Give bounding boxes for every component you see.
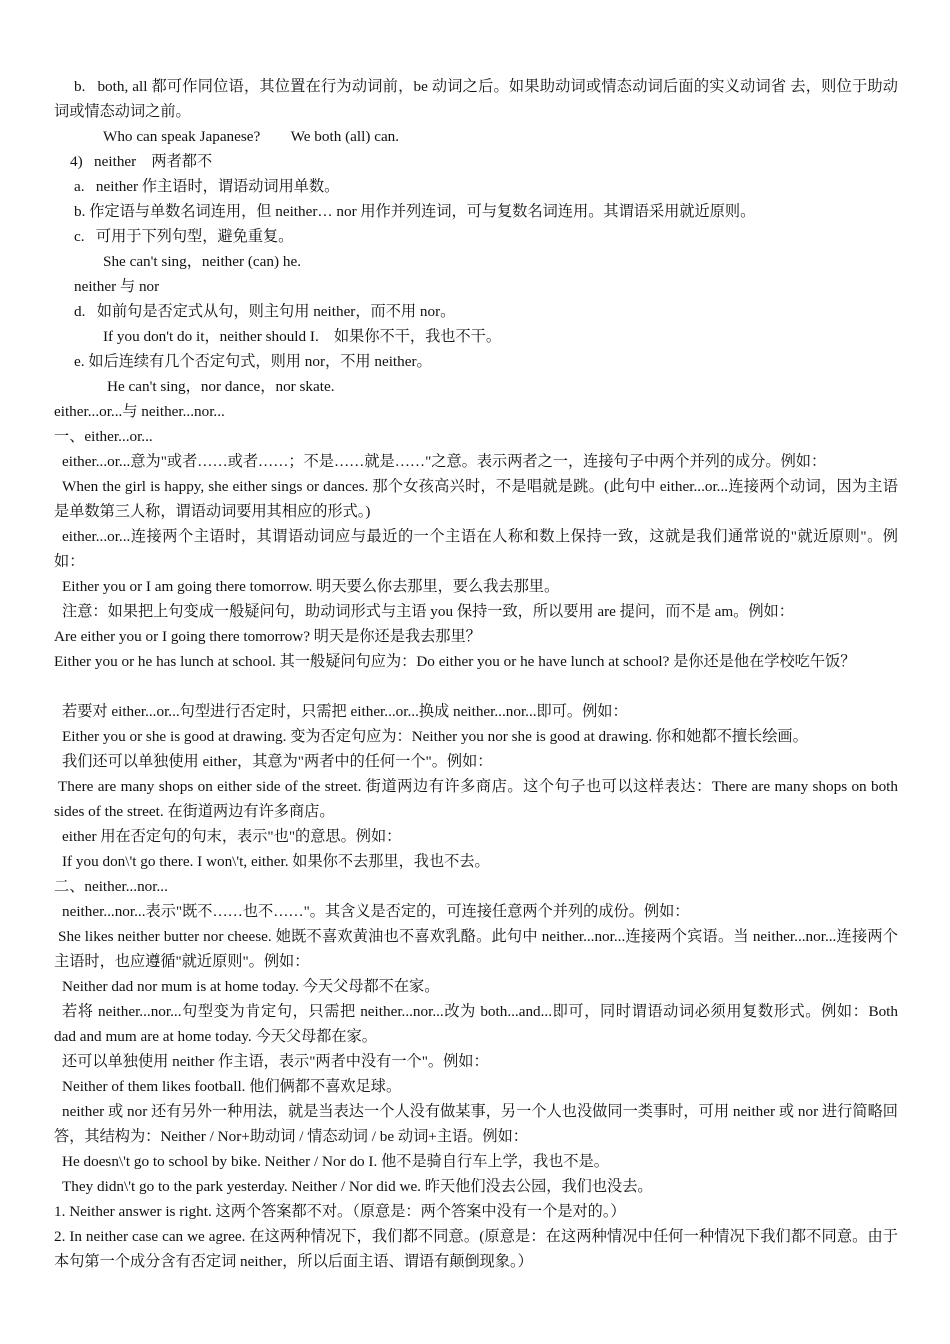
text-line: Either you or he has lunch at school. 其一般疑问句应为：Do either you or he have lunch at school? 是你还是他在学校吃午饭？: [54, 653, 856, 670]
text-line: neither 与 nor: [74, 278, 160, 295]
text-line: 4) neither 两者都不: [70, 153, 213, 170]
text-line: They didn\'t go to the park yesterday. Neither / Nor did we. 昨天他们没去公园，我们也没去。: [62, 1178, 653, 1195]
text-line: Either you or she is good at drawing. 变为否定句应为：Neither you nor she is good at drawing. 你和她都不擅长绘画。: [62, 728, 808, 745]
text-line: neither 或 nor 还有另外一种用法，就是当表达一个人没有做某事，另一个人也没做同一类事时，可用 neither 或 nor 进行简略回答，其结构为：Neither / Nor+助动词 / 情态动词 / be 动词+主语。例如：: [54, 1103, 898, 1145]
text-line: 我们还可以单独使用 either，其意为"两者中的任何一个"。例如：: [62, 753, 493, 770]
text-line: 若要对 either...or...句型进行否定时，只需把 either...or...换成 neither...nor...即可。例如：: [62, 703, 628, 720]
text-line: If you don\'t go there. I won\'t, either. 如果你不去那里，我也不去。: [62, 853, 490, 870]
text-line: If you don't do it，neither should I. 如果你不干，我也不干。: [103, 328, 502, 345]
text-line: Neither dad nor mum is at home today. 今天父母都不在家。: [62, 978, 440, 995]
text-line: c. 可用于下列句型，避免重复。: [74, 228, 294, 245]
text-line: Are either you or I going there tomorrow? 明天是你还是我去那里？: [54, 628, 481, 645]
text-line: Who can speak Japanese? We both (all) can.: [103, 128, 400, 145]
text-line: d. 如前句是否定式从句，则主句用 neither，而不用 nor。: [74, 303, 456, 320]
section-heading: either...or...与 neither...nor...: [54, 403, 225, 420]
text-line: 1. Neither answer is right. 这两个答案都不对。（原意是：两个答案中没有一个是对的。）: [54, 1203, 626, 1220]
text-line: There are many shops on either side of the street. 街道两边有许多商店。这个句子也可以这样表达：There are many shops on both sides of the street. 在街道两边有许多商店。: [54, 778, 898, 820]
text-line: either...or...连接两个主语时，其谓语动词应与最近的一个主语在人称和数上保持一致，这就是我们通常说的"就近原则"。例如：: [54, 528, 898, 570]
text-line: When the girl is happy, she either sings or dances. 那个女孩高兴时，不是唱就是跳。(此句中 either...or...连接两个动词，因为主语是单数第三人称，谓语动词要用其相应的形式。): [54, 478, 898, 520]
text-line: She likes neither butter nor cheese. 她既不喜欢黄油也不喜欢乳酪。此句中 neither...nor...连接两个宾语。当 neither...nor...连接两个主语时，也应遵循"就近原则"。例如：: [54, 928, 898, 970]
text-line: 还可以单独使用 neither 作主语，表示"两者中没有一个"。例如：: [62, 1053, 489, 1070]
text-line: either...or...意为"或者……或者……；不是……就是……"之意。表示两者之一，连接句子中两个并列的成分。例如：: [62, 453, 827, 470]
text-line: Neither of them likes football. 他们俩都不喜欢足球。: [62, 1078, 402, 1095]
text-line: 注意：如果把上句变成一般疑问句，助动词形式与主语 you 保持一致，所以要用 are 提问，而不是 am。例如：: [62, 603, 794, 620]
text-line: neither...nor...表示"既不……也不……"。其含义是否定的，可连接任意两个并列的成份。例如：: [62, 903, 690, 920]
text-line: He doesn\'t go to school by bike. Neither / Nor do I. 他不是骑自行车上学，我也不是。: [62, 1153, 609, 1170]
text-line: Either you or I am going there tomorrow. 明天要么你去那里，要么我去那里。: [62, 578, 560, 595]
text-line: 2. In neither case can we agree. 在这两种情况下，我们都不同意。(原意是：在这两种情况中任何一种情况下我们都不同意。由于本句第一个成分含有否定词 neither，所以后面主语、谓语有颠倒现象。）: [54, 1228, 898, 1270]
text-line: She can't sing，neither (can) he.: [103, 253, 301, 270]
text-line: a. neither 作主语时，谓语动词用单数。: [74, 178, 340, 195]
text-line: b. both, all 都可作同位语，其位置在行为动词前，be 动词之后。如果助动词或情态动词后面的实义动词省 去，则位于助动词或情态动词之前。: [54, 78, 898, 120]
text-line: He can't sing，nor dance，nor skate.: [107, 378, 335, 395]
section-heading: 一、either...or...: [54, 428, 153, 445]
section-heading: 二、neither...nor...: [54, 878, 168, 895]
text-line: e. 如后连续有几个否定句式，则用 nor，不用 neither。: [74, 353, 432, 370]
text-line: 若将 neither...nor...句型变为肯定句，只需把 neither...nor...改为 both...and...即可，同时谓语动词必须用复数形式。例如：Both dad and mum are at home today. 今天父母都在家。: [54, 1003, 898, 1045]
text-line: b. 作定语与单数名词连用，但 neither… nor 用作并列连词，可与复数名词连用。其谓语采用就近原则。: [74, 203, 756, 220]
text-line: either 用在否定句的句末，表示"也"的意思。例如：: [62, 828, 402, 845]
